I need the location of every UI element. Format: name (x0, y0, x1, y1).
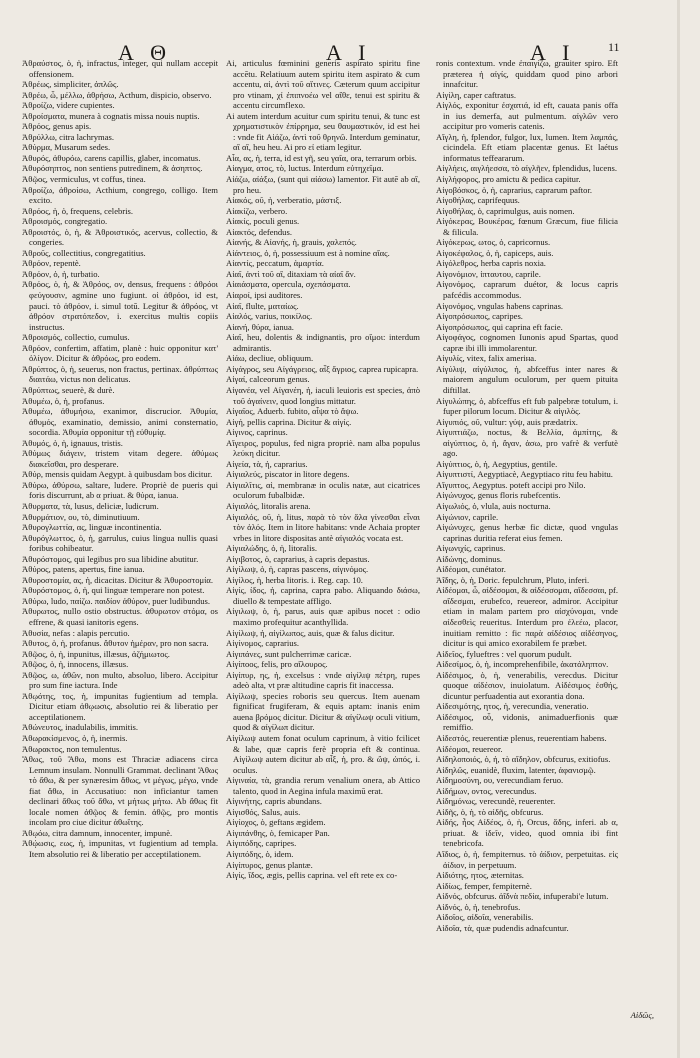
dictionary-entry: Αἰγόλεθρος, herba capris noxia. (436, 258, 546, 269)
column-header-3: A I (530, 40, 576, 65)
dictionary-entry: Αἰγονόμος, vngulas habens caprinas. (436, 300, 564, 311)
dictionary-entry: Αἰαγμα, ατος, τὸ, luctus. Interdum εὐτηχεῖμα. (226, 163, 384, 174)
dictionary-entry: Ἀθώνευτος, inadulabilis, immitis. (22, 722, 138, 733)
dictionary-entry: Αἰγυλώπης, ὁ, abfceffus eft fub palpebræ totulum, i. fuper pilorum locum. Dicitur & αἰγιλὸς. (436, 395, 618, 417)
dictionary-entry: Ἀθυρόγλωττος, ὁ, ἡ, garrulus, cuius lingua nullis quasi foribus cohibeatur. (22, 532, 218, 554)
dictionary-entry: Αἰγάγρος, seu Αἰγάγρειος, αἶξ ἄγριος, caprea rupicapra. (226, 363, 419, 374)
dictionary-entry: Αἰδέομαι, reuereor. (436, 743, 503, 754)
dictionary-entry: Αἰακτός, defendus. (226, 226, 292, 237)
dictionary-column-1 (22, 58, 218, 860)
dictionary-entry: Αἰγίοχος, ὁ, geftans ægidem. (226, 817, 326, 828)
dictionary-entry: Αἰγοφάγος, cognomen Iunonis apud Spartas, quod capræ ibi illi immolarentur. (436, 332, 618, 353)
dictionary-entry: Αἰγονόμιον, ἰπταυτου, caprile. (436, 268, 541, 279)
dictionary-entry: Αἰγίλη, caper caftratus. (436, 89, 516, 100)
dictionary-entry: Αἰγιπάνες, sunt pulcherrimæ caricæ. (226, 648, 352, 659)
dictionary-entry: Ἀθωρακίσμενος, ὁ, ἡ, inermis. (22, 733, 128, 743)
dictionary-entry: Αἰανή, θύρα, ianua. (226, 321, 294, 332)
dictionary-entry: Ἀθῷος, ὁ, ἡ, innocens, illæsus. (22, 659, 129, 670)
dictionary-entry: Αἰγλός, exponitur ἐσχατιά, id eft, cauata panis offa in ius demerfa, aut pulmentum. αἰγλῶν vero accipitur pro vomeris catenis. (436, 100, 618, 132)
dictionary-entry: ronis contextum. vnde ἐπαιγίζω, grauiter spiro. Eft præterea ἡ αἰγίς, quiddam quod pino arbori innafcitur. (436, 58, 618, 90)
dictionary-entry: Αἰγίλωψ, ὁ, ἡ, capras pascens, αἰγινόμος. (226, 564, 369, 575)
dictionary-entry: Ἄθως, τοῦ Ἄθω, mons est Thraciæ adiacens circa Lemnum insulam. Nonnulli Grammat. declinant Ἄθως τὸ ἄθω, & per synæresim ἄθως, vt μέγως, μέγω, vnde fiat ἄθω, in Accusatiuo: non inficiantur tamen declinari ἄθως τοῦ ἄθω, vt μήτως μήτω. Ab ἄθως fit locale nomen ἀθῷος & femin. ἀθῷς, pro montis incolam pro ciue dicitur ἀθωΐτης. (22, 754, 218, 828)
dictionary-entry: Αἰγίς, ἴδος, ægis, pellis caprina. vel eft rete ex co- (226, 870, 398, 881)
dictionary-entry: Ἀθυροστομία, ας, ἡ, dicacitas. Dicitur & Ἀθυροστομία. (22, 574, 214, 585)
dictionary-entry: Ἀθυρματα, τὰ, lusus, deliciæ, ludicrum. (22, 500, 159, 511)
dictionary-entry: Αἰδέομαι, ὦ, αἰδέσομαι, & αἰδέσσομαι, αἴδεσσαι, pf. αἴδεσμαι, erubefco, reuereor, admiror. Accipitur etiam in malam partem pro αἰσχύνομαι, vnde αἰδεσθεὶς reueritus. Interdum pro ἐλεέω, placor, inuitiam remitto : fic παρὰ αἰδέσιος αἰδέσηνος, dicitur is qui amico exorabilem fe præbet. (436, 585, 619, 649)
dictionary-entry: Αἰγιαλός, οῦ, ἡ, litus, παρὰ τὸ τὸν ἅλα γίνεσθαι εἶναι τὸν ἁλός. Item in litore habitans: vnde Achaia propter vrbes in litore dispositas antè αἰγιαλός vocata est. (226, 511, 420, 543)
dictionary-entry: Αἰδνός, ὁ, ἡ, tenebrofus. (436, 901, 521, 912)
dictionary-entry: Ai autem interdum acuitur cum spiritu tenui, & tunc est χρηματιστικὸν ἐπίρρημα, seu θαυμαστικόν, id est hei : vnde fit Αἰάζω, ἀντὶ τοῦ θρηνῶ. Interdum geminatur, αἲ αἲ, heu heu. Ai pro εἰ etiam legitur. (226, 110, 420, 153)
dictionary-entry: Αἰγιαλεύς, piscator in litore degens. (226, 469, 350, 480)
dictionary-entry: Αἰδοῖα, τὰ, quæ pudendis adnafcuntur. (436, 922, 569, 933)
dictionary-entry: Ἀθυρωτος, nullo ostio obstructus. ἀθυρωτον στόμα, os effrene, & quasi ianitoris egens. (22, 606, 218, 627)
dictionary-entry: Αἰγοπρόσωπος, capripes. (436, 311, 523, 322)
dictionary-entry: Αἰγιαλός, litoralis arena. (226, 500, 311, 511)
dictionary-entry: Αἰγαί, calceorum genus. (226, 374, 310, 385)
dictionary-entry: Ἀθωρακτος, non temulentus. (22, 743, 122, 754)
dictionary-entry: Αἰγιπόδης, ὁ, idem. (226, 849, 294, 860)
dictionary-entry: Αἰγίλωψ, species roboris seu quercus. Item auenam fignificat frugiferam, & equis aptam: inanis enim auena βρόμος dicitur. Dicitur & αἰγίλωψ oculi vitium, quod & αἰγίλωπ dicitur. (226, 690, 420, 733)
dictionary-entry: Ἀθύρ, mensis quidam Aegypt. à quibusdam bos dicitur. (22, 469, 213, 480)
dictionary-entry: Αἰδεσίμος, ὁ, ἡ, incomprehenfibile, ἀκατάληπτον. (436, 659, 609, 670)
dictionary-entry: Αἰγοθήλας, ὁ, caprimulgus, auis nomen. (436, 205, 575, 216)
column-header-1: A Θ (118, 40, 173, 65)
column-header-2: A I (326, 40, 372, 65)
dictionary-entry: Ἀθρόον, repentè. (22, 258, 81, 269)
dictionary-entry: Αἰγανέα, vel Αἰγανέη, ἡ, iaculi leuioris est species, ἀπὸ τοῦ ἀγαίνειν, quod longius mittatur. (226, 384, 420, 406)
dictionary-entry: Ἀθροῦς, collectitius, congregatitius. (22, 247, 146, 258)
dictionary-entry: Αἰδιότης, ητος, æternitas. (436, 870, 524, 881)
dictionary-entry: Ἀθύρος, patens, apertus, fine ianua. (22, 564, 145, 575)
dictionary-column-2 (226, 58, 420, 881)
dictionary-entry: Αἰδήμων, οντος, verecundus. (436, 785, 537, 796)
dictionary-entry: Αἰγίποος, felis, pro αἴλουρος. (226, 659, 328, 670)
dictionary-entry: Αἰδηλῶς, euanidè, fluxim, latenter, ἀφανισμῷ. (436, 764, 596, 775)
dictionary-entry: Ἀθρύπτως, seuerè, & durè. (22, 384, 115, 395)
dictionary-entry: Αἰδέσιμος, οὗ, vidonis, animaduerfionis quæ remiffio. (436, 711, 618, 733)
dictionary-entry: Αἰγίλωψ, ἡ, αἰγίλωπος, auis, quæ & falus dicitur. (226, 627, 395, 638)
dictionary-entry: Ἀθροίζω, ἀθροίσω, Acthium, congrego, colligo. Item excito. (22, 184, 218, 206)
dictionary-entry: Αἰγυπτιάζω, noctus, & Βελλία, ἀμπίτης, & αἰγύπτιος, ὁ, ἡ, ἄγαν, ἀσω, pro vafrè & verfutè ago. (436, 427, 618, 459)
dictionary-entry: Ἀθυρογλωττία, ας, linguæ incontinentia. (22, 522, 162, 533)
dictionary-entry: Αἰγινος, caprinus. (226, 427, 288, 438)
dictionary-entry: Αἰγιαλῖτις, αἱ, membranæ in oculis natæ, aut cicatrices oculorum fubalbidæ. (226, 479, 420, 501)
dictionary-entry: Ἀθρόος, ἡ, ὁ, frequens, celebris. (22, 205, 134, 216)
page-fold-shadow (677, 0, 680, 1058)
dictionary-entry: Ἀθροισμός, congregatio. (22, 216, 108, 227)
dictionary-entry: Ἀθυμέω, ὁ, ἡ, profanus. (22, 395, 105, 406)
dictionary-entry: Αἰαντίς, peccatum, ἁμαρτία. (226, 258, 324, 269)
dictionary-entry: Αἰγίπυρ, ης, ἡ, excelsus : vnde αἰγίλιψ πέτρη, rupes adeò alta, vt præ altitudine capris fit inaccessa. (226, 669, 420, 691)
dictionary-entry: Αἰγοπρόσωπος, qui caprina eft facie. (436, 321, 563, 332)
dictionary-entry: Αἰαῖ, ἀντὶ τοῦ αἲ, ditaxiam τὰ αἰαῖ ἄν. (226, 268, 356, 279)
dictionary-entry: Αἰγίλος, ἡ, herba litoris. i. Reg. cap. 10. (226, 574, 363, 585)
dictionary-entry: Αἰγυπτιστί, Aegyptiacè, Aegyptiaco ritu feu habitu. (436, 469, 613, 480)
dictionary-entry: Αἰάζω, αἰάξω, (sunt qui αἰάσω) lamentor. Fit autē ab αἲ, pro heu. (226, 174, 420, 195)
dictionary-entry: Αἰγίς, ίδος, ἡ, caprina, capra pabo. Aliquando διάσω, diuello & tempestate affligo. (226, 585, 420, 606)
dictionary-entry: Αἰγή, pellis caprina. Dicitur & αἰγίς. (226, 416, 352, 427)
dictionary-entry: Αἰγόκερας, Βουκέρας, fœnum Græcum, fiue filicia & filicula. (436, 216, 618, 237)
dictionary-entry: Αἰγύλιψ, αἰγύλιπος, ἡ, abfceffus inter nares & maiorem angulum oculorum, per quem pituita diftillat. (436, 363, 618, 395)
dictionary-entry: Αἰγίπυρος, genus plantæ. (226, 859, 313, 870)
dictionary-entry: Αἰγονόμος, caprarum duétor, & locus capris pafcédis accommodus. (436, 279, 618, 301)
dictionary-entry: Αἰγοβόσκος, ὁ, ἡ, caprarius, caprarum paftor. (436, 184, 593, 195)
dictionary-entry: Ἀθῳότης, τος, ἡ, impunitas fugientium ad templa. Dicitur etiam ἀθῳωσις, absolutio rei & liberatio per acceptilationem. (22, 690, 218, 722)
dictionary-entry: Αἰακίς, poculi genus. (226, 216, 300, 227)
dictionary-entry: Αἰακός, οῦ, ἡ, verberatio, μάστιξ. (226, 195, 342, 206)
dictionary-entry: Αἰδῆς, ὁ, ἡ, τὸ αἰδῆς, obfcurus. (436, 806, 544, 817)
dictionary-entry: Ἀθυτος, ὁ, ἡ, profanus. ἄθυτον ἡμέραν, pro non sacra. (22, 638, 209, 649)
dictionary-entry: Αἰαῖ, flulte, ματαίως. (226, 300, 299, 311)
dictionary-entry: Αἴγειρος, populus, fed nigra propriè. nam alba populus λεύκη dicitur. (226, 437, 420, 459)
dictionary-entry: Αἰγλήφορος, pro amictu & pedica capitur. (436, 174, 581, 185)
dictionary-entry: Αἰγωλιός, ὁ, vlula, auis nocturna. (436, 500, 551, 511)
dictionary-entry: Αἰγιναία, τὰ, grandia rerum venalium onera, ab Attico talento, quod in Aegina infula maximū erat. (226, 775, 420, 796)
dictionary-entry: Ἀθυρός, ἀθυρόω, carens capillis, glaber, incomatus. (22, 152, 201, 163)
dictionary-entry: Αἰάω, decliue, obliquum. (226, 353, 314, 364)
dictionary-entry: Αἰγώνυχες, genus herbæ fic dictæ, quod vngulas caprinas duritia referat eius femen. (436, 522, 618, 543)
dictionary-entry: Ai, articulus fœminini generis aspirato spiritu fine accētu. Relatiuum autem spiritu item aspirato & cum accentu, αἱ, ἀντὶ τοῦ αἵτινες. Cæterum quum accipitur pro vtinam, χἰ ἐπιπνοέω vel αἴθε, tenui est spiritu & accentu circumflexo. (226, 58, 420, 111)
dictionary-entry: Αἰγιπόδης, capripes. (226, 838, 297, 849)
dictionary-entry: Αἰγαῖος, Aduerb. fubito, αἶψα τὸ ἄψω. (226, 406, 359, 417)
dictionary-entry: Αἰγοθήλας, caprifequus. (436, 195, 520, 206)
dictionary-entry: Ἀθύρω, ludo, παίζω. παιδίον ἀθύρον, puer ludibundus. (22, 595, 211, 606)
dictionary-entry: Αἰγιβοτος, ὁ, caprarius, à capris depastus. (226, 553, 370, 564)
dictionary-entry: Αἰδνός, obfcurus. ἀΐδνὰ πεδία, infuperabi'e lutum. (436, 891, 609, 902)
dictionary-entry: Ἀΐδης, ὁ, ἡ, Doric. fepulchrum, Pluto, inferi. (436, 574, 590, 585)
dictionary-entry: Αἰαῖ, heu, dolentis & indignantis, pro οἴμοι: interdum admirantis. (226, 332, 420, 353)
dictionary-entry: Αἰγινήτης, capris abundans. (226, 796, 322, 807)
dictionary-entry: Ἀθύμως διάγειν, tristem vitam degere. ἀθύμως διακεῖσθαι, pro desperare. (22, 448, 218, 469)
dictionary-entry: Αἰγεία, τὰ, ἡ, caprarius. (226, 458, 308, 469)
dictionary-column-3 (436, 58, 618, 933)
dictionary-entry: Ἀθρόος, genus apis. (22, 121, 92, 132)
dictionary-entry: Ἀθυσία, nefas : alapis percutio. (22, 627, 130, 638)
dictionary-entry: Αἰανής, & Αἰανής, ἡ, grauis, χαλεπός. (226, 237, 357, 248)
dictionary-entry: Ἀθρέως, simpliciter, ἁπλῶς. (22, 79, 119, 90)
dictionary-entry: Ἀθρύπτος, ὁ, ἡ, seuerus, non fractus, pertinax. ἀθρύπτως διαιτάω, victus non delicatus. (22, 363, 218, 385)
dictionary-entry: Αἰγίλωψ autem fonat oculum caprinum, à vitio fcilicet & labe, quæ capris ferè propria eft & continua. Αἰγίλωψ autem dicitur ab αἶξ, ἡ, pro. & ὤψ, ὠπός, i. oculus. (226, 733, 420, 775)
dictionary-entry: Αἰγλήεις, αιγλήεσσα, τὸ αἰγλῆεν, fplendidus, lucens. (436, 163, 618, 174)
dictionary-entry: Ἀθύρμα, Musarum sedes. (22, 142, 111, 153)
dictionary-entry: Αἰγώνιον, caprile. (436, 511, 499, 522)
dictionary-entry: Αἰδίως, femper, fempiternè. (436, 880, 532, 891)
dictionary-entry: Αἰγισθός, Salus, auis. (226, 806, 301, 817)
dictionary-entry: Αἴδιος, ὁ, ἡ, fempiternus. τὸ ἀίδιον, perpetuitas. εἰς ἀίδιον, in perpetuum. (436, 849, 618, 870)
dictionary-entry: Αἰαροί, ipsi auditores. (226, 290, 303, 301)
catchword: Αἰδῶς, (630, 1010, 654, 1020)
dictionary-entry: Αἰδοῖος, αἰδοῖα, venerabilis. (436, 912, 534, 923)
dictionary-entry: Ἀθρέω, ὦ, μέλλω, ἀθρήσω, Acthum, dispicio, observo. (22, 89, 212, 100)
dictionary-entry: Ἀθυρόστομος, qui legibus pro sua libidine abutitur. (22, 553, 199, 564)
dictionary-entry: Αἴγυπτος, Aegyptus. poteft accipi pro Nilo. (436, 479, 586, 490)
dictionary-entry: Αἰδώνης, dominus. (436, 553, 503, 564)
dictionary-entry: Ἀθροίζω, videre cupientes. (22, 100, 115, 111)
dictionary-entry: Αἰγίνομος, caprarius. (226, 638, 300, 649)
dictionary-entry: Αἰαλός, varius, ποικίλος. (226, 311, 313, 322)
dictionary-entry: Ἀθυρμάτιον, ου, τὸ, diminutiuum. (22, 511, 140, 522)
dictionary-entry: Αἰδεσιμότης, ητος, ἡ, verecundia, veneratio. (436, 701, 589, 712)
dictionary-entry: Αἰγόκερως, ωτος, ὁ, capricornus. (436, 237, 551, 248)
dictionary-entry: Αἰδεστός, reuerentiæ plenus, reuerentiam habens. (436, 733, 607, 743)
dictionary-entry: Αἰακίζω, verbero. (226, 205, 288, 216)
dictionary-entry: Ἀθῴωσις, εως, ἡ, impunitas, vt fugientium ad templa. Item absolutio rei & liberatio per acceptilationem. (22, 838, 218, 860)
dictionary-entry: Αἰδής, ἦος Αἰδέος, ὁ, ἡ, Orcus, ἅδης, inferi. ab α, priuat. & ἰδεῖν, video, quod omnia ibi fint tenebricofa. (436, 817, 618, 849)
dictionary-entry: Ἀθραύστος, ὁ, ἡ, infractus, integer, qui nullam accepit offensionem. (22, 58, 218, 79)
dictionary-entry: Ἀθροιστός, ὁ, ἡ, & Ἀθροιστικός, acervus, collectio, & congeries. (22, 226, 218, 248)
dictionary-entry: Αἰδηλοποιός, ὁ, ἡ, τὸ αἴδηλον, obfcurus, exitiofus. (436, 754, 611, 765)
dictionary-entry: Ἀθροίσματα, munera à cognatis missa nouis nuptis. (22, 110, 200, 121)
dictionary-entry: Ἀθρόον, confertim, affatim, planè : huic opponitur κατ' ὀλίγον. Dicitur & ἀθρόως, pro eodem. (22, 342, 218, 364)
dictionary-entry: Αἰγυλίς, vitex, falix ameriна. (436, 353, 537, 364)
page-number: 11 (608, 40, 620, 54)
dictionary-entry: Αἰάντειος, ὁ, ἡ, possessiuum est à nomine αἴας. (226, 247, 390, 258)
dictionary-entry: Αἴγλη, ἡ, fplendor, fulgor, lux, lumen. Item λαμπάς, cicindela. Eft etiam placentæ genus. Et laétus informatus teffeararum. (436, 131, 618, 163)
dictionary-entry: Αἰγοκέφαλος, ὁ, ἡ, capiceps, auis. (436, 247, 554, 258)
dictionary-entry: Ἀθρόον, ὁ, ἡ, turbatio. (22, 268, 100, 279)
dictionary-entry: Ἀθυρόσηπτος, non sentiens putredinem, & ἀσηπτος. (22, 163, 203, 174)
dictionary-entry: Ἀθυμός, ὁ, ἡ, ignauus, tristis. (22, 437, 123, 448)
dictionary-entry: Αἰγωνιχίς, caprinus. (436, 543, 506, 554)
dictionary-entry: Ἀθύρω, ἀθύρσω, saltare, ludere. Propriè de pueris qui foris discurrunt, ab α priuat. & θύρα, ianua. (22, 479, 218, 501)
dictionary-entry: Ἀθῷος, ὁ, ἡ, inpunitus, illæsus, ἀζήμιωτος. (22, 648, 170, 659)
dictionary-entry: Ἀθρύλλω, citra lachrymas. (22, 131, 115, 142)
dictionary-entry: Ἀθροισμός, collectio, cumulus. (22, 332, 130, 343)
dictionary-entry: Ἀθυρόστομος, ὁ, ἡ, qui linguæ temperare non potest. (22, 585, 205, 596)
dictionary-entry: Αἰγιαλώδης, ὁ, ἡ, litoralis. (226, 543, 317, 554)
dictionary-entry: Ἀθῷος, ω, ἀθῶν, non multo, absoluo, libero. Accipitur pro sum fine iactura. Inde (22, 669, 218, 691)
dictionary-entry: Ἀθρόος, ὁ, ἡ, & Ἀθρόος, ον, densus, frequens : ἀθρόοι φεύγουσιν, agmine uno fugiunt. οἱ ἀθρόοι, id est, pauci. τὸ ἀθρόον, i. simul totū. Legitur & ἀθρόος, vt ἀθρόον στρατόπεδον, i. exercitus multis copiis instructus. (22, 279, 218, 332)
dictionary-entry: Ἀθυμέω, ἀθυμήσω, exanimor, discrucior. Ἀθυμία, ἀθυμός, examinatio, demissio, animi consternatio, socordia. Ἀθυμία opponitur τῇ εὐθυμίᾳ. (22, 406, 218, 438)
dictionary-entry: Αἰδέομαι, cunétator. (436, 564, 506, 575)
dictionary-entry: Αἰδημοσύνη, ου, verecundiam feruo. (436, 775, 564, 786)
dictionary-entry: Αἰγώνυχος, genus floris rubefcentis. (436, 490, 561, 501)
dictionary-entry: Αἶα, ας, ἡ, terra, id est γῆ, seu γαῖα, ora, terrarum orbis. (226, 152, 417, 163)
dictionary-entry: Αἰδέσιμος, ὁ, ἡ, venerabilis, verecdus. Dicitur quoque αἰδέσιον, inuiolatum. Αἰδέσιμος ἐσθής, dicuntur perfuadentia aut exorantia dona. (436, 669, 618, 701)
dictionary-entry: Ἀθῳόω, citra damnum, innocenter, impunè. (22, 827, 173, 838)
dictionary-entry: Αἰδεῖος, fylueftres : vel quorum pudult. (436, 648, 572, 659)
dictionary-entry: Αἰγυπιός, οῦ, vultur: γύψ, auis prædatrix. (436, 416, 578, 427)
dictionary-entry: Αἰγιλωψ, ὁ, ἡ, parus, auis quæ apibus nocet : odio maximo profequitur acanthyllida. (226, 606, 420, 627)
dictionary-entry: Ἀθῷος, vermiculus, vt coffus, tinea. (22, 174, 146, 185)
dictionary-entry: Αἰγιπάνθης, ὁ, femicaper Pan. (226, 827, 330, 838)
dictionary-entry: Αἰγύπτιος, ὁ, ἡ, Aegyptius, gentile. (436, 458, 558, 469)
dictionary-entry: Αἰδημόνως, verecundè, reuerenter. (436, 796, 556, 807)
dictionary-entry: Αἰαιάσματα, opercula, σχεπάσματα. (226, 279, 351, 290)
